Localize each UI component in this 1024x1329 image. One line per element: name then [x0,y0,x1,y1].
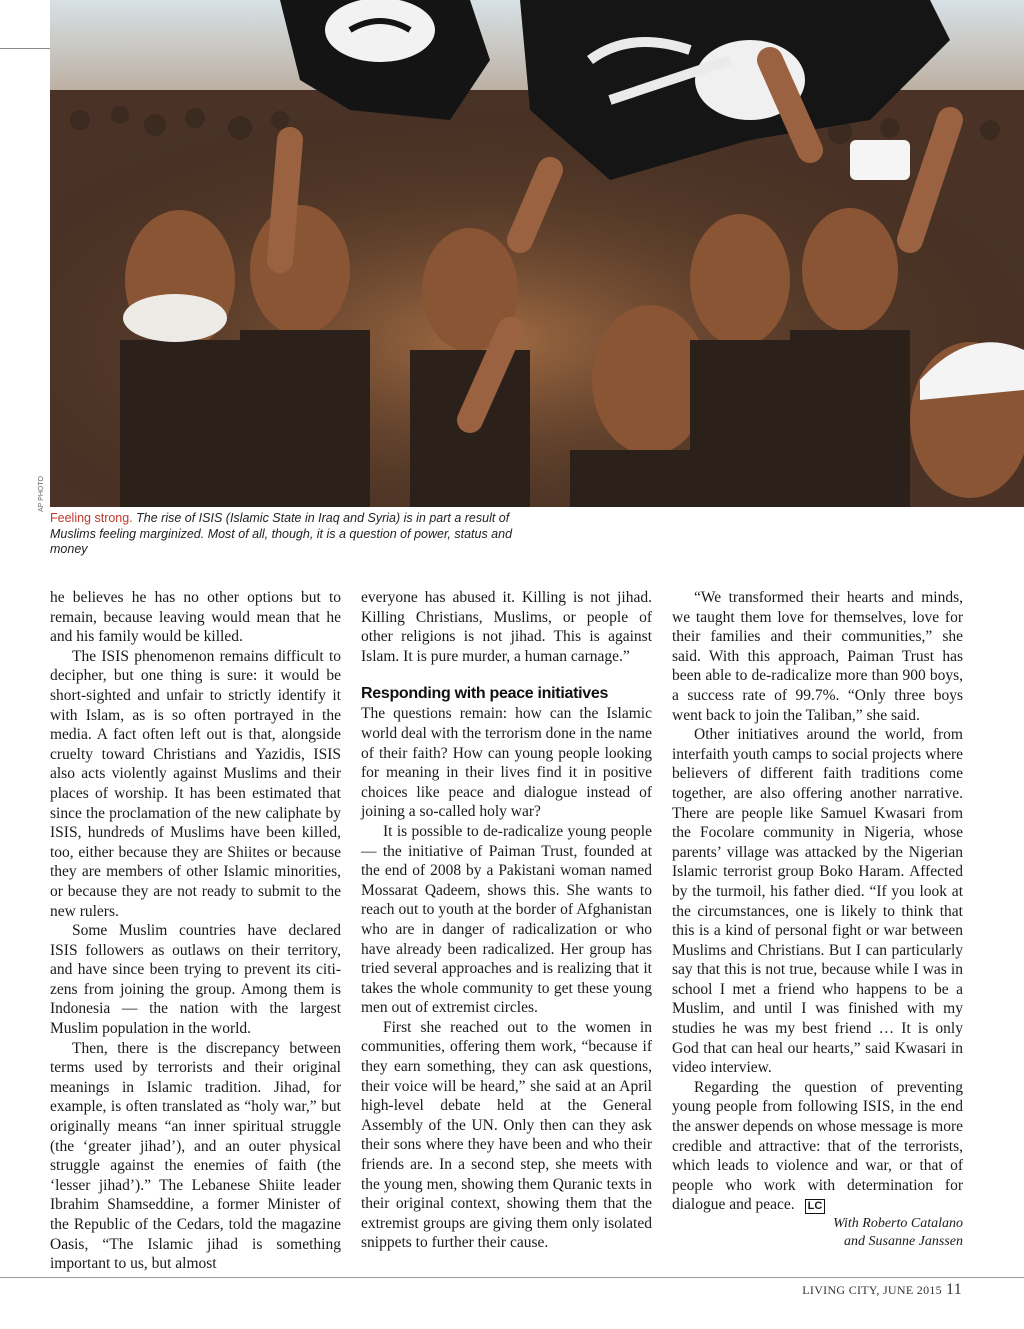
page-footer [802,1281,962,1299]
kufi-cap [123,294,227,342]
publication-name: LIVING CITY, JUNE 2015 [802,1283,942,1297]
subheading: Responding with peace initiatives [361,685,609,703]
paragraph: Then, there is the discrepancy between terms used by terrorists and their original meanings in Islamic tradition. Jihad, for example, is often translated as “holy war,” but originally means “an inner spiritual struggle (the ‘greater jihad’), and an outer physical struggle against the enemies of faith (the ‘lesser jihad’).” The Lebanese Shiite leader Ibrahim Shamseddine, a former Minister of the Republic of the Cedars, told the magazine Oasis, “The Islamic jihad is something important to us, but almost [50,1039,341,1273]
column-1 [50,588,341,1274]
paragraph: Some Muslim countries have declared ISIS followers as outlaws on their territory, and have since been trying to prevent its citizens from joining the group. Among them is Indonesia — the nation with the largest Muslim population in the world. [50,922,341,1038]
column-2 [361,588,652,1253]
footer-rule [0,1277,1024,1278]
paragraph: The questions remain: how can the Islamic world deal with the terrorism done in the name of their faith? How can young people looking for meaning in their lives find it in positive choices like peace and dialogue instead of joining a so-called holy war? [361,705,652,821]
caption-text: The rise of ISIS (Islamic State in Iraq and Syria) is in part a result of Muslims feeling marginized. Most of all, though, it is a question of power, status and money [50,511,513,556]
column-3 [672,588,963,1251]
photo-credit: AP PHOTO [38,476,45,512]
crowd-illustration [50,0,1024,507]
caption-lead: Feeling strong. [50,511,133,525]
end-mark-logo: LC [805,1199,826,1214]
photo-caption [50,511,540,558]
paragraph [672,1078,963,1215]
byline [672,1215,963,1251]
page-number: 11 [945,1281,962,1298]
paragraph-text: Regarding the question of preventing young people from following ISIS, in the end the answer depends on whose message is more credible and attractive: that of the terrorists, which leads to violence and war, or that of people who work with determination for dialogue and peace. [672,1078,963,1214]
top-rule [0,48,50,49]
byline-line-1: With Roberto Catalano [833,1216,963,1231]
paragraph: The ISIS phenomenon remains difficult to decipher, but one thing is sure: it would be short-sighted and unfair to strictly identify it with Islam, as is so often portrayed in the media. A fact often left out is that, alongside cruelty toward Christians and Yazidis, ISIS also acts violently against Muslims and their places of worship. It has been estimated that since the proclamation of the new caliphate by ISIS, hundreds of Muslims have been killed, too, either because they are Shiites or because they are members of other Islamic minorities, or because they are not ready to submit to the new rulers. [50,647,341,920]
news-photo [50,0,1024,507]
paragraph: Other initiatives around the world, from interfaith youth camps to social projects where believers of different faith traditions come together, are also offering another narrative. There are people like Samuel Kwasari from the Focolare community in Nigeria, whose parents’ village was attacked by the Nigerian Islamic terrorist group Boko Haram. Affected by the turmoil, his father died. “If you look at the circumstances, one is likely to think that this is a kind of personal fight or war between Muslims and Christians. But I can particularly say that this is not true, because while I was in school I met a friend who happens to be a Muslim, and until I was finished with my studies he was my best friend … It is only God that can heal our hearts,” said Kwasari in video interview. [672,726,963,1077]
paragraph: “We transformed their hearts and minds, we taught them love for themselves, love for their families and their communities,” she said. With this approach, Paiman Trust has been able to de-radicalize more than 900 boys, a success rate of 99.7%. “Only three boys went back to join the Taliban,” she said. [672,589,963,724]
paragraph: It is possible to de-radicalize young people — the initiative of Paiman Trust, founded at the end of 2008 by a Pakistani woman named Mossarat Qadeem, shows this. She wants to reach out to youth at the border of Afghanistan who are in danger of radicalization or who have already been radicalized. Her group has tried several approaches and is realizing that it takes the whole community to get these young men out of extremist circles. [361,822,652,1017]
paragraph: First she reached out to the women in communities, offering them work, “because if they earn something, they can ask questions, their voice will be heard,” she said at an April high-level debate held at the General Assembly of the UN. Only then can they ask their sons where they have been and who their friends are. In a second step, she meets with the young men, showing them Quranic texts in their original context, showing them that the extremist groups are giving them only isolated snippets to further their cause. [361,1018,652,1252]
phone [850,140,910,180]
paragraph: he believes he has no other options but to remain, because leaving would mean that he and his family would be killed. [50,589,341,646]
byline-line-2: and Susanne Janssen [844,1234,963,1249]
paragraph: everyone has abused it. Killing is not jihad. Killing Christians, Muslims, or people of other religions is not jihad. This is against Islam. It is pure murder, a human carnage.” [361,589,652,665]
